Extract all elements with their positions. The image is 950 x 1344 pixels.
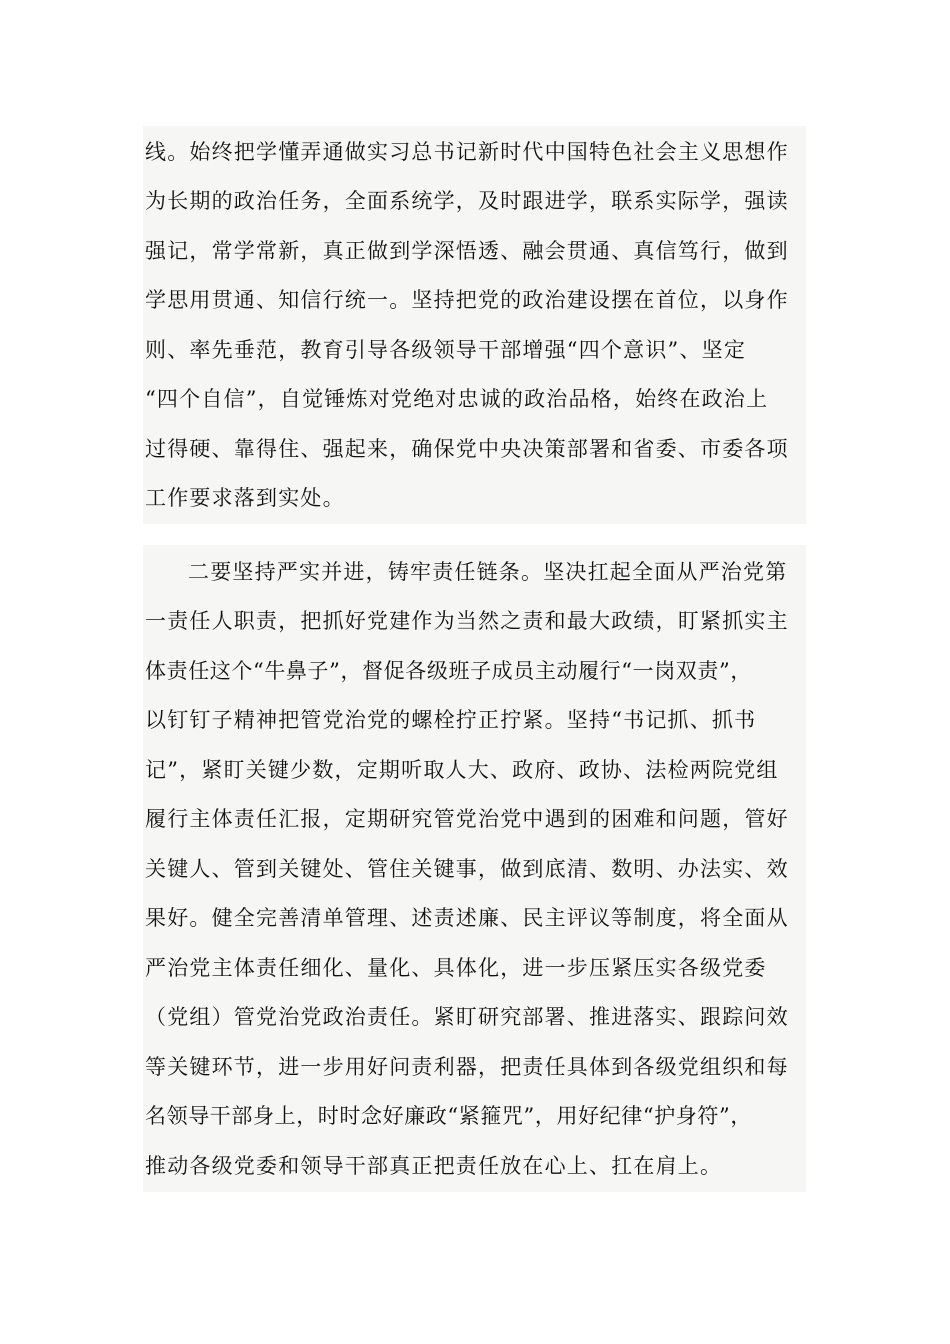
paragraph-2-line-7: 关键人、管到关键处、管住关键事，做到底清、数明、办法实、效	[145, 857, 789, 881]
paragraph-2-line-4: 以钉钉子精神把管党治党的螺栓拧正拧紧。坚持“书记抓、抓书	[145, 708, 757, 732]
paragraph-1-line-1: 线。始终把学懂弄通做实习总书记新时代中国特色社会主义思想作	[145, 140, 789, 164]
paragraph-1-line-3: 强记，常学常新，真正做到学深悟透、融会贯通、真信笃行，做到	[145, 239, 789, 263]
paragraph-2-line-2: 一责任人职责，把抓好党建作为当然之责和最大政绩，盯紧抓实主	[145, 609, 789, 633]
paragraph-1-line-2: 为长期的政治任务，全面系统学，及时跟进学，联系实际学，强读	[145, 189, 789, 213]
paragraph-2-line-12: 名领导干部身上，时时念好廉政“紧箍咒”，用好纪律“护身符”，	[145, 1104, 752, 1128]
paragraph-2-line-8: 果好。健全完善清单管理、述责述廉、民主评议等制度，将全面从	[145, 906, 789, 930]
paragraph-1-line-5: 则、率先垂范，教育引导各级领导干部增强“四个意识”、坚定	[145, 338, 747, 362]
paragraph-1-line-7: 过得硬、靠得住、强起来，确保党中央决策部署和省委、市委各项	[145, 437, 789, 461]
paragraph-1-line-4: 学思用贯通、知信行统一。坚持把党的政治建设摆在首位，以身作	[145, 288, 789, 312]
paragraph-1-line-6: “四个自信”，自觉锤炼对党绝对忠诚的政治品格，始终在政治上	[145, 387, 769, 411]
paragraph-2-line-6: 履行主体责任汇报，定期研究管党治党中遇到的困难和问题，管好	[145, 807, 789, 831]
paragraph-2-line-9: 严治党主体责任细化、量化、具体化，进一步压紧压实各级党委	[145, 956, 767, 980]
paragraph-2-line-1: 二要坚持严实并进，铸牢责任链条。坚决扛起全面从严治党第	[188, 560, 788, 584]
paragraph-1-line-8: 工作要求落到实处。	[145, 486, 345, 510]
paragraph-2-line-10: （党组）管党治党政治责任。紧盯研究部署、推进落实、跟踪问效	[145, 1005, 789, 1029]
paragraph-2-line-5: 记”，紧盯关键少数，定期听取人大、政府、政协、法检两院党组	[145, 758, 779, 782]
paragraph-2-line-3: 体责任这个“牛鼻子”，督促各级班子成员主动履行“一岗双责”，	[145, 659, 752, 683]
paragraph-2-line-13: 推动各级党委和领导干部真正把责任放在心上、扛在肩上。	[145, 1154, 723, 1178]
paragraph-2-line-11: 等关键环节，进一步用好问责利器，把责任具体到各级党组织和每	[145, 1055, 789, 1079]
